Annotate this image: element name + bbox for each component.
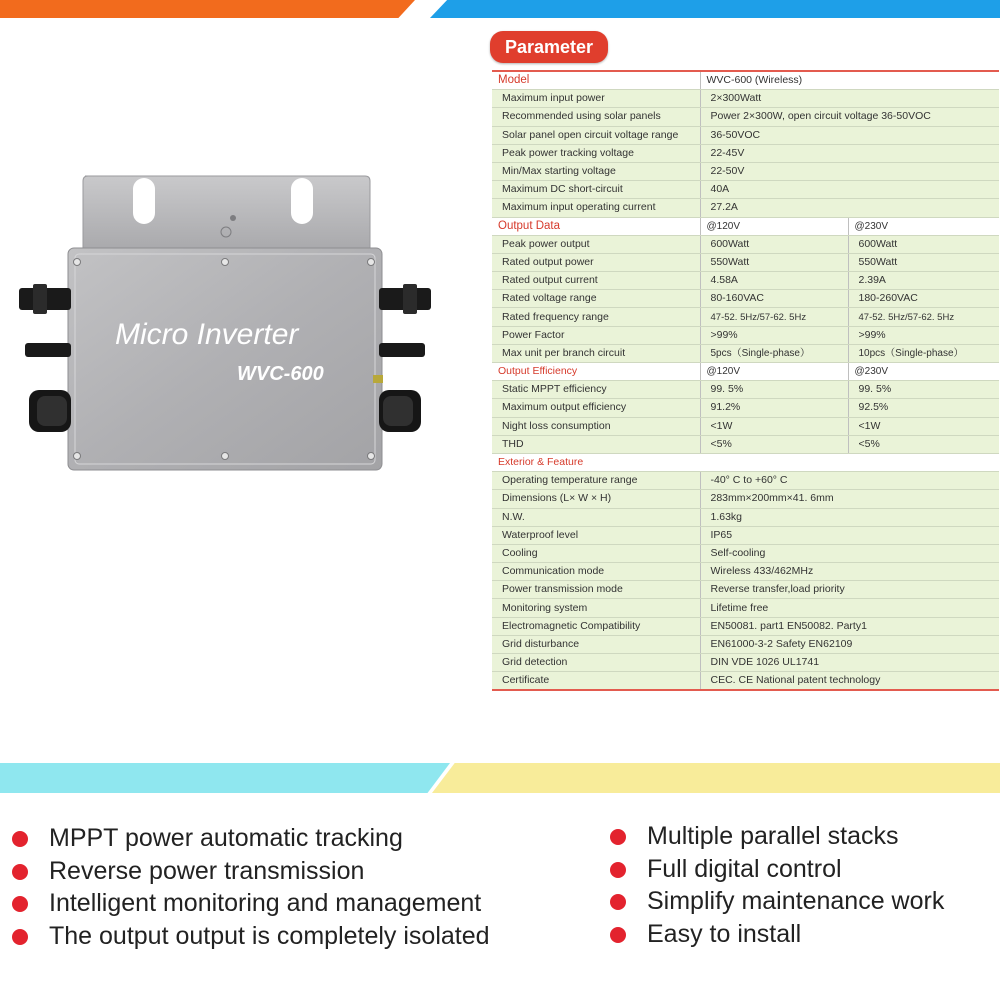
spec-value: 4.58A — [700, 272, 848, 290]
spec-value: 600Watt — [700, 235, 848, 253]
column-header-230v: @230V — [848, 363, 999, 381]
feature-text: Reverse power transmission — [49, 856, 365, 885]
table-row — [492, 399, 999, 417]
table-row — [492, 290, 999, 308]
list-item — [610, 853, 944, 886]
spec-label: THD — [492, 435, 700, 453]
feature-text: Multiple parallel stacks — [647, 822, 899, 850]
table-row — [492, 544, 999, 562]
table-row — [492, 526, 999, 544]
spec-value: 40A — [700, 181, 999, 199]
table-row — [492, 199, 999, 217]
spec-value: Lifetime free — [700, 599, 999, 617]
spec-table — [492, 70, 999, 691]
spec-label: Electromagnetic Compatibility — [492, 617, 700, 635]
bullet-dot-icon — [610, 829, 626, 845]
spec-label: Certificate — [492, 672, 700, 691]
list-item — [12, 822, 490, 855]
spec-label: Cooling — [492, 544, 700, 562]
spec-value: <5% — [700, 435, 848, 453]
spec-label: N.W. — [492, 508, 700, 526]
spec-label: Peak power output — [492, 235, 700, 253]
column-header-120v: @120V — [700, 363, 848, 381]
bullet-dot-icon — [610, 894, 626, 910]
table-row — [492, 144, 999, 162]
spec-label: Rated output current — [492, 272, 700, 290]
section-title-output-efficiency: Output Efficiency — [492, 363, 700, 381]
spec-value: 36-50VOC — [700, 126, 999, 144]
feature-list-right — [610, 820, 944, 950]
bullet-dot-icon — [12, 864, 28, 880]
spec-value: 1.63kg — [700, 508, 999, 526]
table-row — [492, 599, 999, 617]
table-row — [492, 581, 999, 599]
spec-value: 91.2% — [700, 399, 848, 417]
spec-label: Maximum DC short-circuit — [492, 181, 700, 199]
column-header-230v: @230V — [848, 217, 999, 235]
spec-value: >99% — [848, 326, 999, 344]
spec-label: Grid disturbance — [492, 635, 700, 653]
spec-value: >99% — [700, 326, 848, 344]
list-item — [12, 920, 490, 953]
product-model-label: WVC-600 — [237, 363, 324, 385]
table-row — [492, 108, 999, 126]
table-row — [492, 326, 999, 344]
table-row — [492, 508, 999, 526]
spec-value: IP65 — [700, 526, 999, 544]
column-header-120v: @120V — [700, 217, 848, 235]
spec-label: Power Factor — [492, 326, 700, 344]
spec-value: Reverse transfer,load priority — [700, 581, 999, 599]
bullet-dot-icon — [12, 831, 28, 847]
spec-label: Maximum input operating current — [492, 199, 700, 217]
table-row — [492, 253, 999, 271]
spec-value: 2×300Watt — [700, 90, 999, 108]
spec-label: Peak power tracking voltage — [492, 144, 700, 162]
table-row — [492, 490, 999, 508]
feature-text: Full digital control — [647, 854, 842, 883]
micro-inverter-image — [15, 170, 435, 480]
table-row — [492, 71, 999, 90]
spec-value: <1W — [848, 417, 999, 435]
spec-value: <1W — [700, 417, 848, 435]
table-row — [492, 635, 999, 653]
spec-label: Rated voltage range — [492, 290, 700, 308]
spec-value: Wireless 433/462MHz — [700, 563, 999, 581]
spec-value: 99. 5% — [700, 381, 848, 399]
spec-value: 22-50V — [700, 162, 999, 180]
spec-value: 550Watt — [848, 253, 999, 271]
spec-label: Grid detection — [492, 654, 700, 672]
spec-value: 22-45V — [700, 144, 999, 162]
table-row — [492, 181, 999, 199]
table-row — [492, 90, 999, 108]
product-name-label: Micro Inverter — [115, 318, 299, 351]
table-row — [492, 617, 999, 635]
spec-value: 99. 5% — [848, 381, 999, 399]
list-item — [610, 820, 944, 853]
bullet-dot-icon — [12, 929, 28, 945]
spec-value: 27.2A — [700, 199, 999, 217]
feature-text: Intelligent monitoring and management — [49, 889, 482, 917]
parameter-badge: Parameter — [490, 31, 608, 63]
spec-value: 5pcs（Single-phase） — [700, 344, 848, 362]
spec-value: Power 2×300W, open circuit voltage 36-50VOC — [700, 108, 999, 126]
spec-value: 10pcs（Single-phase） — [848, 344, 999, 362]
table-row — [492, 453, 999, 471]
feature-text: Easy to install — [647, 919, 802, 948]
feature-text: The output output is completely isolated — [49, 921, 490, 950]
list-item — [610, 885, 944, 918]
features-banner-cyan — [0, 763, 450, 793]
spec-label: Min/Max starting voltage — [492, 162, 700, 180]
spec-label: Dimensions (L× W × H) — [492, 490, 700, 508]
spec-value: 283mm×200mm×41. 6mm — [700, 490, 999, 508]
table-row — [492, 126, 999, 144]
feature-list-left — [12, 822, 490, 952]
spec-value: EN61000-3-2 Safety EN62109 — [700, 635, 999, 653]
spec-label: Maximum input power — [492, 90, 700, 108]
spec-value: 2.39A — [848, 272, 999, 290]
spec-label: Monitoring system — [492, 599, 700, 617]
table-row — [492, 563, 999, 581]
table-row — [492, 162, 999, 180]
list-item — [12, 855, 490, 888]
spec-value: 550Watt — [700, 253, 848, 271]
spec-value: DIN VDE 1026 UL1741 — [700, 654, 999, 672]
spec-value: -40° C to +60° C — [700, 472, 999, 490]
top-orange-banner — [0, 0, 415, 18]
table-row — [492, 472, 999, 490]
table-row — [492, 235, 999, 253]
spec-label: Power transmission mode — [492, 581, 700, 599]
section-title-output-data: Output Data — [492, 217, 700, 235]
spec-value: 180-260VAC — [848, 290, 999, 308]
spec-value: 600Watt — [848, 235, 999, 253]
spec-value: 47-52. 5Hz/57-62. 5Hz — [848, 308, 999, 326]
table-row — [492, 417, 999, 435]
spec-label: Rated output power — [492, 253, 700, 271]
bullet-dot-icon — [12, 896, 28, 912]
spec-value: <5% — [848, 435, 999, 453]
spec-value: Self-cooling — [700, 544, 999, 562]
spec-label: Max unit per branch circuit — [492, 344, 700, 362]
bullet-dot-icon — [610, 862, 626, 878]
spec-value: 80-160VAC — [700, 290, 848, 308]
table-row — [492, 381, 999, 399]
spec-label: Operating temperature range — [492, 472, 700, 490]
list-item — [610, 918, 944, 951]
spec-value: EN50081. part1 EN50082. Party1 — [700, 617, 999, 635]
section-title-exterior: Exterior & Feature — [492, 453, 999, 471]
table-row — [492, 654, 999, 672]
spec-label: Static MPPT efficiency — [492, 381, 700, 399]
table-row — [492, 217, 999, 235]
table-row — [492, 272, 999, 290]
top-blue-banner — [430, 0, 1000, 18]
spec-label: Communication mode — [492, 563, 700, 581]
feature-text: MPPT power automatic tracking — [49, 824, 403, 852]
table-row — [492, 363, 999, 381]
spec-label: Model — [492, 71, 700, 90]
spec-label: Recommended using solar panels — [492, 108, 700, 126]
bullet-dot-icon — [610, 927, 626, 943]
spec-value: 92.5% — [848, 399, 999, 417]
spec-value: WVC-600 (Wireless) — [700, 71, 999, 90]
spec-value: CEC. CE National patent technology — [700, 672, 999, 691]
list-item — [12, 887, 490, 920]
spec-label: Night loss consumption — [492, 417, 700, 435]
table-row — [492, 672, 999, 691]
table-row — [492, 435, 999, 453]
spec-label: Maximum output efficiency — [492, 399, 700, 417]
spec-label: Solar panel open circuit voltage range — [492, 126, 700, 144]
spec-label: Rated frequency range — [492, 308, 700, 326]
spec-label: Waterproof level — [492, 526, 700, 544]
table-row — [492, 344, 999, 362]
features-banner-yellow — [432, 763, 1000, 793]
table-row — [492, 308, 999, 326]
spec-value: 47-52. 5Hz/57-62. 5Hz — [700, 308, 848, 326]
feature-text: Simplify maintenance work — [647, 887, 945, 915]
